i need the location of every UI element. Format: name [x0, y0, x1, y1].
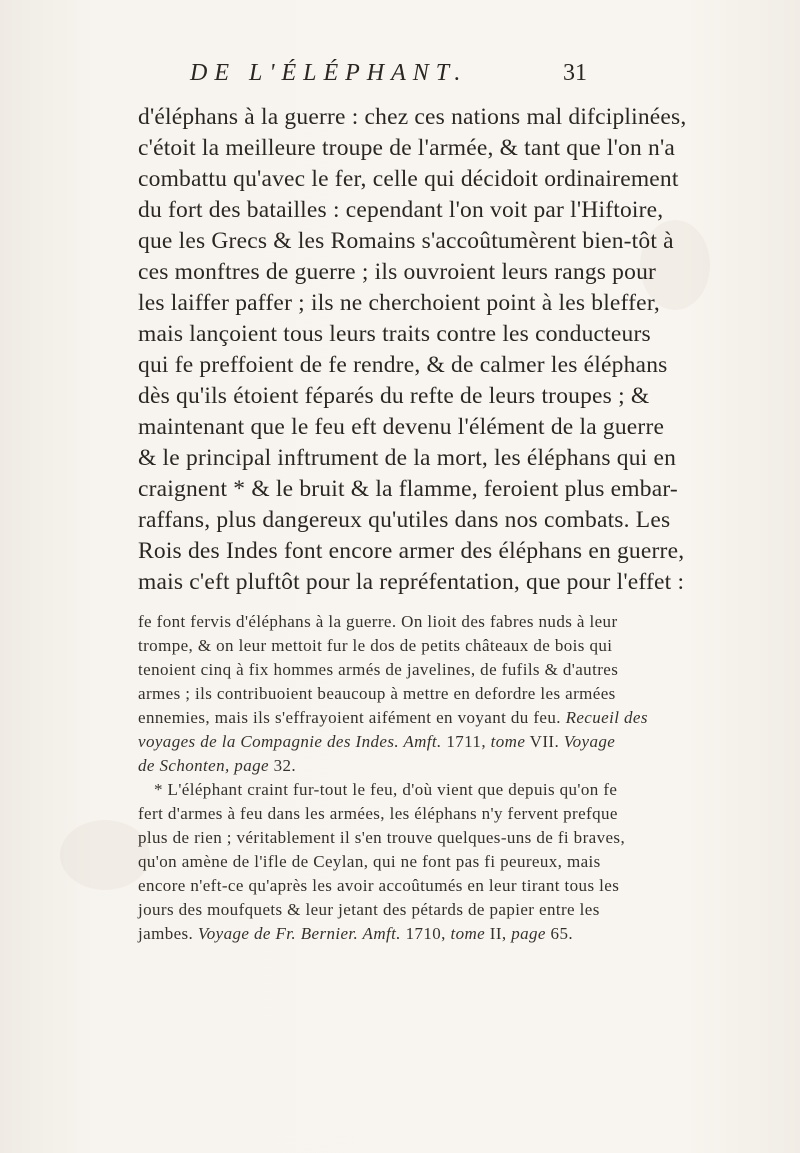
note-line: fe font fervis d'éléphans à la guerre. On lioit des fabres nuds à leur: [138, 612, 618, 631]
footnote-line: qu'on amène de l'ifle de Ceylan, qui ne font pas fi peureux, mais: [138, 852, 601, 871]
text-line: Rois des Indes font encore armer des éléphans en guerre,: [138, 538, 685, 564]
note-line: tenoient cinq à fix hommes armés de javelines, de fufils & d'autres: [138, 660, 619, 679]
page-number: 31: [563, 60, 587, 86]
citation-page: 65.: [550, 924, 573, 943]
note-text: ennemies, mais ils s'effrayoient aifément en voyant du feu.: [138, 708, 561, 727]
footnote-line: jours des moufquets & leur jetant des pétards de papier entre les: [138, 900, 600, 919]
note-line: [138, 706, 698, 730]
note-line: armes ; ils contribuoient beaucoup à mettre en defordre les armées: [138, 684, 616, 703]
citation-italic: Recueil des: [565, 708, 648, 727]
main-paragraph: [138, 102, 698, 598]
paper-stain: [60, 820, 150, 890]
footnote-line: plus de rien ; véritablement il s'en trouve quelques-uns de fi braves,: [138, 828, 626, 847]
citation-page: 32.: [273, 756, 297, 775]
citation-italic: de Schonten, page: [138, 756, 269, 775]
citation-volume: VII.: [529, 732, 560, 751]
citation-italic: page: [511, 924, 546, 943]
footnote-line: fert d'armes à feu dans les armées, les éléphans n'y fervent prefque: [138, 804, 618, 823]
footnote-line: [138, 922, 698, 946]
citation-italic: Voyage: [563, 732, 616, 751]
footnote-line: * L'éléphant craint fur-tout le feu, d'où vient que depuis qu'on fe: [154, 780, 618, 799]
citation-volume: II,: [489, 924, 507, 943]
citation-italic: tome: [490, 732, 526, 751]
text-line: dès qu'ils étoient féparés du refte de leurs troupes ; &: [138, 383, 650, 409]
citation-text: jambes.: [138, 924, 194, 943]
text-line: & le principal inftrument de la mort, les éléphans qui en: [138, 445, 677, 471]
body-text: [138, 102, 698, 946]
running-head: DE L'ÉLÉPHANT.: [190, 60, 468, 86]
text-line: ces monftres de guerre ; ils ouvroient leurs rangs pour: [138, 259, 657, 285]
note-line: [138, 754, 698, 778]
text-line: d'éléphans à la guerre : chez ces nations mal difciplinées,: [138, 104, 687, 130]
text-line: mais c'eft pluftôt pour la repréfentation, que pour l'effet :: [138, 569, 685, 595]
text-line: maintenant que le feu eft devenu l'élément de la guerre: [138, 414, 665, 440]
text-line: c'étoit la meilleure troupe de l'armée, & tant que l'on n'a: [138, 135, 676, 161]
text-line: que les Grecs & les Romains s'accoûtumèrent bien-tôt à: [138, 228, 674, 254]
notes-block: [138, 610, 698, 946]
citation-italic: tome: [450, 924, 486, 943]
text-line: qui fe preffoient de fe rendre, & de calmer les éléphans: [138, 352, 668, 378]
citation-italic: voyages de la Compagnie des Indes. Amft.: [138, 732, 442, 751]
text-line: du fort des batailles : cependant l'on voit par l'Hiftoire,: [138, 197, 664, 223]
text-line: mais lançoient tous leurs traits contre les conducteurs: [138, 321, 651, 347]
note-line: trompe, & on leur mettoit fur le dos de petits châteaux de bois qui: [138, 636, 613, 655]
citation-year: 1711,: [446, 732, 486, 751]
footnote-line: encore n'eft-ce qu'après les avoir accoûtumés en leur tirant tous les: [138, 876, 620, 895]
citation-year: 1710,: [405, 924, 446, 943]
text-line: raffans, plus dangereux qu'utiles dans nos combats. Les: [138, 507, 671, 533]
text-line: les laiffer paffer ; ils ne cherchoient point à les bleffer,: [138, 290, 660, 316]
citation-italic: Voyage de Fr. Bernier. Amft.: [197, 924, 401, 943]
text-line: craignent * & le bruit & la flamme, feroient plus embar-: [138, 476, 678, 502]
text-line: combattu qu'avec le fer, celle qui décidoit ordinairement: [138, 166, 679, 192]
note-line: [138, 730, 698, 754]
